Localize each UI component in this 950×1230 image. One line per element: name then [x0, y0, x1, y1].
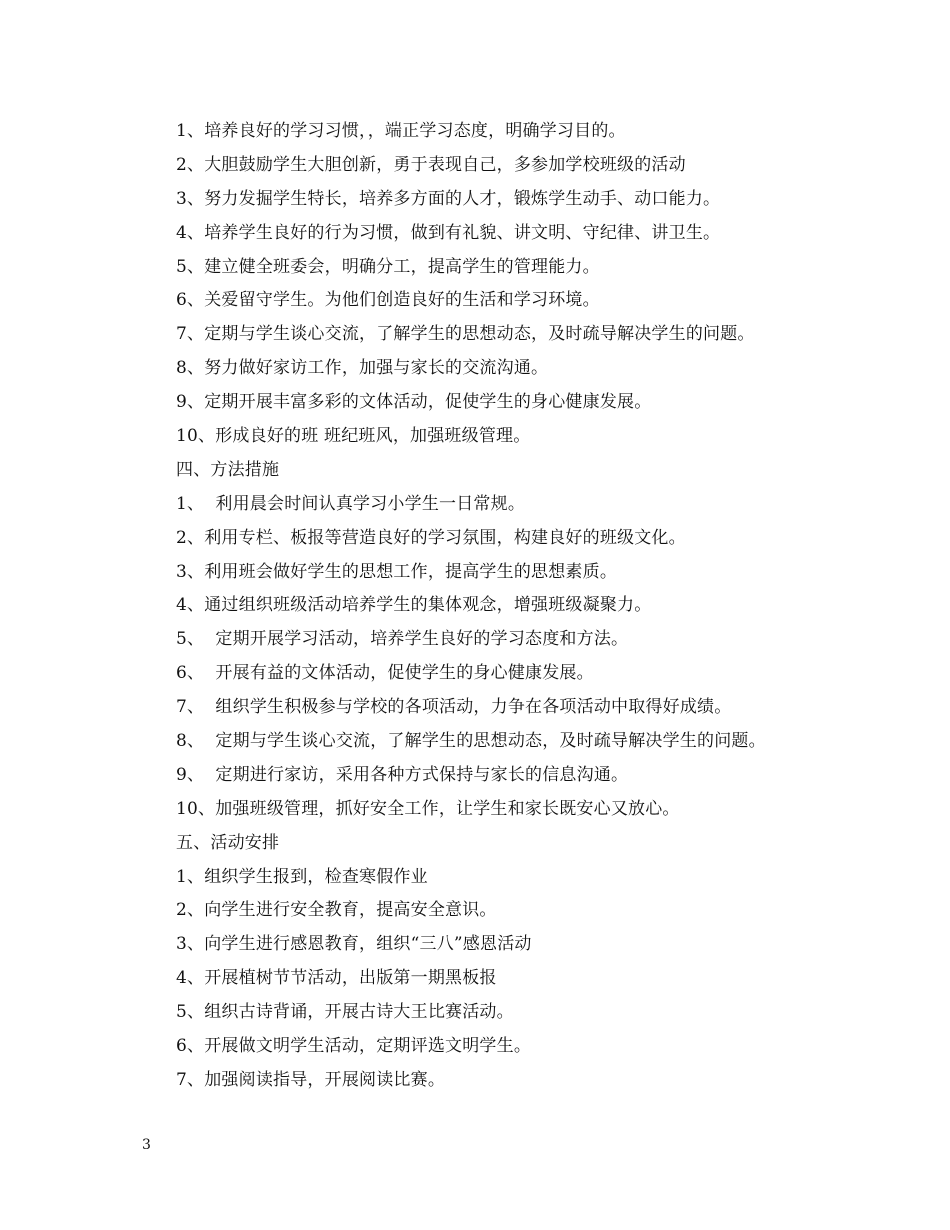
text-line: 1、 利用晨会时间认真学习小学生一日常规。 [176, 493, 526, 514]
text-line: 5、组织古诗背诵，开展古诗大王比赛活动。 [176, 1002, 514, 1023]
text-line: 7、定期与学生谈心交流，了解学生的思想动态，及时疏导解决学生的问题。 [176, 324, 755, 345]
text-line: 6、开展做文明学生活动，定期评选文明学生。 [176, 1036, 532, 1057]
text-line: 1、培养良好的学习习惯，，端正学习态度，明确学习目的。 [176, 121, 626, 141]
text-line: 3、利用班会做好学生的思想工作，提高学生的思想素质。 [176, 561, 618, 582]
text-line: 4、开展植树节节活动，出版第一期黑板报 [176, 968, 497, 989]
text-line: 6、关爱留守学生。为他们创造良好的生活和学习环境。 [176, 290, 600, 311]
text-line: 5、建立健全班委会，明确分工，提高学生的管理能力。 [176, 256, 600, 277]
text-line: 9、定期开展丰富多彩的文体活动，促使学生的身心健康发展。 [176, 392, 652, 413]
text-line: 2、利用专栏、板报等营造良好的学习氛围，构建良好的班级文化。 [176, 527, 686, 548]
text-line: 4、培养学生良好的行为习惯，做到有礼貌、讲文明、守纪律、讲卫生。 [176, 222, 721, 243]
page-number: 3 [142, 1137, 151, 1153]
text-line: 10、形成良好的班 班纪班风，加强班级管理。 [176, 426, 531, 447]
document-body [176, 117, 876, 1100]
text-line: 10、加强班级管理，抓好安全工作，让学生和家长既安心又放心。 [176, 798, 680, 819]
text-line: 2、大胆鼓励学生大胆创新，勇于表现自己，多参加学校班级的活动 [176, 154, 686, 175]
section-heading: 五、活动安排 [176, 832, 280, 853]
text-line: 4、通过组织班级活动培养学生的集体观念，增强班级凝聚力。 [176, 595, 652, 616]
text-line: 8、 定期与学生谈心交流，了解学生的思想动态，及时疏导解决学生的问题。 [176, 731, 766, 752]
text-line: 3、努力发掘学生特长，培养多方面的人才，锻炼学生动手、动口能力。 [176, 188, 721, 209]
text-line: 6、 开展有益的文体活动，促使学生的身心健康发展。 [176, 663, 594, 684]
text-line: 7、加强阅读指导，开展阅读比赛。 [176, 1069, 446, 1090]
text-line: 8、努力做好家访工作，加强与家长的交流沟通。 [176, 358, 549, 379]
text-line: 7、 组织学生积极参与学校的各项活动，力争在各项活动中取得好成绩。 [176, 697, 732, 718]
text-line: 1、组织学生报到，检查寒假作业 [176, 866, 428, 887]
section-heading: 四、方法措施 [176, 459, 280, 480]
text-line: 9、 定期进行家访，采用各种方式保持与家长的信息沟通。 [176, 764, 629, 785]
text-line: 5、 定期开展学习活动，培养学生良好的学习态度和方法。 [176, 629, 629, 650]
text-line: 3、向学生进行感恩教育，组织“三八”感恩活动 [176, 934, 532, 955]
text-line: 2、向学生进行安全教育，提高安全意识。 [176, 900, 497, 921]
